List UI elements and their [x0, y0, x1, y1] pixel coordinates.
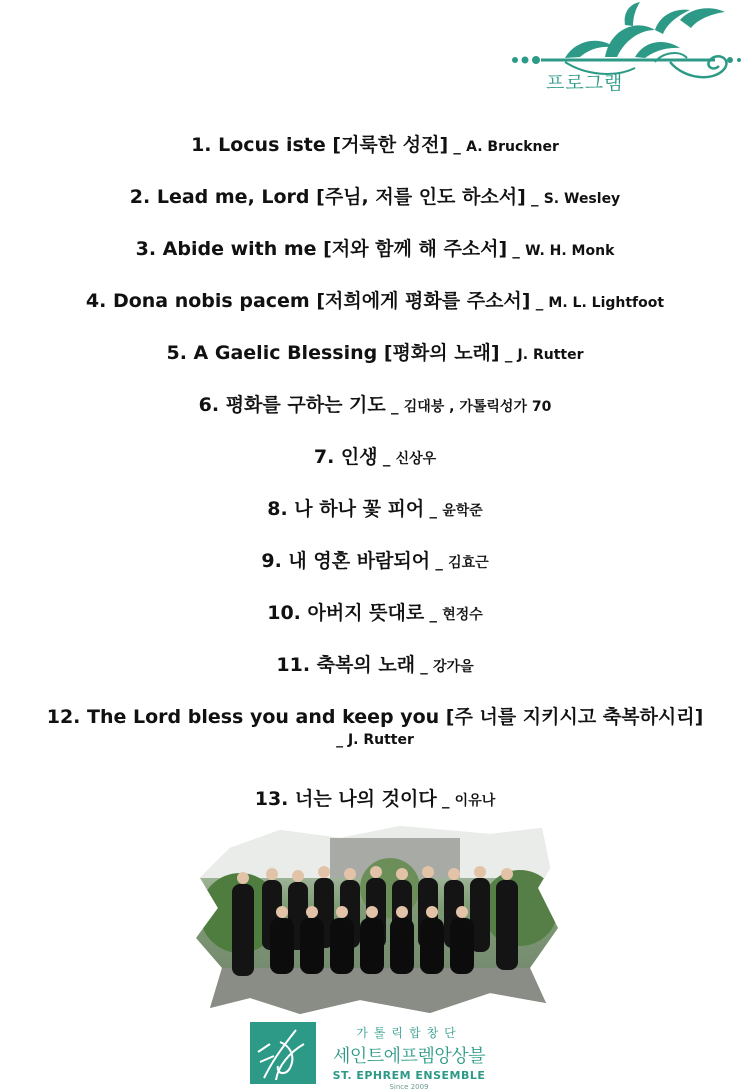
program-item — [0, 338, 750, 365]
program-item-composer: 김대붕 , 가톨릭성가 70 — [403, 399, 552, 415]
program-item-separator: _ — [424, 605, 443, 623]
program-item-title: 5. A Gaelic Blessing [평화의 노래] — [166, 342, 500, 364]
program-item — [0, 598, 750, 625]
program-item-title: 6. 평화를 구하는 기도 — [198, 394, 386, 416]
program-item — [0, 650, 750, 677]
program-item — [0, 130, 750, 157]
program-item-composer: 강가을 — [433, 659, 474, 675]
ensemble-subtitle: 가톨릭합창단 — [356, 1026, 462, 1040]
ensemble-name-english: ST. EPHREM ENSEMBLE — [332, 1069, 486, 1082]
program-item — [0, 442, 750, 469]
program-item-composer: S. Wesley — [543, 191, 621, 207]
program-item-composer: M. L. Lightfoot — [548, 295, 665, 311]
program-item — [0, 546, 750, 573]
program-item-composer: W. H. Monk — [525, 243, 615, 259]
program-item-separator: _ — [530, 293, 549, 311]
ensemble-since: Since 2009 — [389, 1083, 429, 1091]
program-item-composer: 윤학준 — [442, 503, 483, 519]
program-item-separator: _ — [385, 397, 404, 415]
program-item — [0, 702, 750, 729]
program-item-composer: J. Rutter — [517, 347, 584, 363]
program-item-separator: _ — [525, 189, 544, 207]
program-item-title: 12. The Lord bless you and keep you [주 너를 지키시고 축복하시리] — [46, 706, 704, 728]
program-item-composer: 신상우 — [395, 451, 437, 467]
program-item-composer: _ J. Rutter — [336, 732, 414, 748]
ensemble-name-korean: 세인트에프렘앙상블 — [333, 1046, 485, 1067]
program-item-composer: 김효근 — [448, 555, 489, 571]
program-item — [0, 234, 750, 261]
program-item-separator: _ — [448, 137, 467, 155]
program-item-composer: A. Bruckner — [466, 139, 559, 155]
choir-photo — [190, 818, 562, 1016]
program-item — [0, 390, 750, 417]
program-item-separator: _ — [499, 345, 518, 363]
program-item-title: 4. Dona nobis pacem [저희에게 평화를 주소서] — [85, 290, 531, 312]
program-item-composer: 이유나 — [454, 793, 496, 809]
ensemble-logo-icon — [250, 1022, 316, 1084]
program-item-title: 10. 아버지 뜻대로 — [267, 602, 425, 624]
program-item-title: 1. Locus iste [거룩한 성전] — [191, 134, 449, 156]
program-item — [0, 182, 750, 209]
program-item-title: 8. 나 하나 꽃 피어 — [267, 498, 425, 520]
program-item-title: 2. Lead me, Lord [주님, 저를 인도 하소서] — [129, 186, 526, 208]
program-item-separator: _ — [507, 241, 526, 259]
program-item-separator: _ — [430, 553, 449, 571]
program-item-title: 3. Abide with me [저와 함께 해 주소서] — [135, 238, 508, 260]
program-item-title: 9. 내 영혼 바람되어 — [261, 550, 431, 572]
program-item-title: 7. 인생 — [313, 446, 378, 468]
program-item — [0, 286, 750, 313]
program-item-composer: 현정수 — [442, 607, 483, 623]
program-item-separator: _ — [424, 501, 443, 519]
header-title: 프로그램 — [546, 72, 624, 94]
program-item-title: 13. 너는 나의 것이다 — [254, 788, 437, 810]
program-item-separator: _ — [377, 449, 396, 467]
ensemble-name-block — [316, 1022, 502, 1091]
program-item — [0, 494, 750, 521]
program-item-separator: _ — [436, 791, 455, 809]
program-item-title: 11. 축복의 노래 — [276, 654, 416, 676]
floral-ornament-icon — [505, 0, 750, 95]
program-item — [0, 784, 750, 811]
program-item-separator: _ — [415, 657, 434, 675]
